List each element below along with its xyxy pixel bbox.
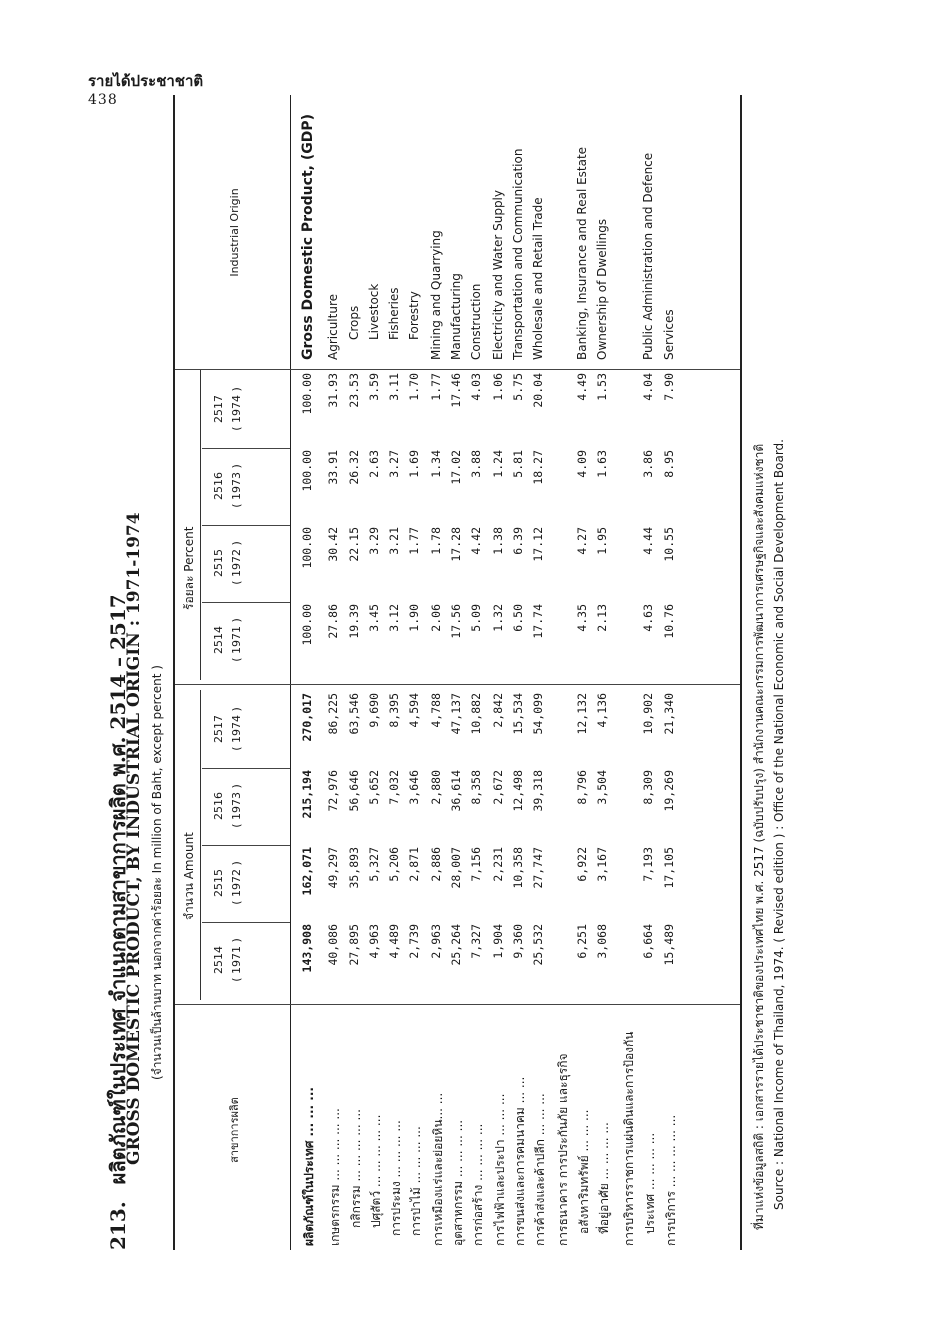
amount-cell: 1,904 [491, 924, 505, 959]
amount-cell: 4,963 [367, 924, 381, 959]
percent-cell: 6.39 [511, 527, 525, 555]
percent-cell: 2.13 [595, 604, 609, 632]
amount-cell: 3,167 [595, 847, 609, 882]
amount-cell: 10,902 [641, 693, 655, 735]
percent-cell: 1.90 [407, 604, 421, 632]
year-be: 2516 [212, 472, 225, 500]
amount-cell: 3,504 [595, 770, 609, 805]
percent-cell: 1.70 [407, 373, 421, 401]
year-be: 2515 [212, 869, 225, 897]
amount-cell: 12,498 [511, 770, 525, 812]
year-be: 2514 [212, 946, 225, 974]
row-label-thai: การประมง ... ... ... ... [389, 1120, 403, 1236]
amount-cell: 35,893 [347, 847, 361, 889]
row-label-english: Gross Domestic Product, (GDP) [300, 114, 316, 360]
year-be: 2517 [212, 395, 225, 423]
row-label-english: Banking, Insurance and Real Estate [575, 146, 589, 360]
percent-group-label: ร้อยละ Percent [182, 526, 196, 610]
row-label-english: Manufacturing [449, 273, 463, 360]
year-ad: ( 1974 ) [230, 387, 243, 431]
year-header-percent-4 [210, 369, 246, 449]
percent-cell: 1.53 [595, 373, 609, 401]
row-label-english: Livestock [367, 283, 381, 340]
row-label-english: Mining and Quarrying [429, 230, 443, 360]
row-label-thai: การธนาคาร การประกันภัย และธุรกิจ [556, 1053, 570, 1246]
year-be: 2517 [212, 715, 225, 743]
percent-cell: 33.91 [326, 450, 340, 485]
amount-cell: 3,068 [595, 924, 609, 959]
percent-group-rule [200, 370, 201, 680]
percent-cell: 17.02 [449, 450, 463, 485]
amount-cell: 8,796 [575, 770, 589, 805]
amount-cell: 8,309 [641, 770, 655, 805]
column-rule [175, 369, 740, 370]
percent-cell: 17.74 [531, 604, 545, 639]
amount-cell: 2,672 [491, 770, 505, 805]
percent-cell: 26.32 [347, 450, 361, 485]
percent-cell: 3.12 [387, 604, 401, 632]
year-header-amount-4 [210, 689, 246, 769]
column-rule [175, 1004, 740, 1005]
amount-cell: 17,105 [662, 847, 676, 889]
amount-cell: 6,251 [575, 924, 589, 959]
percent-cell: 100.00 [300, 527, 314, 569]
percent-cell: 1.78 [429, 527, 443, 555]
amount-cell: 162,071 [300, 847, 314, 896]
percent-cell: 1.32 [491, 604, 505, 632]
amount-cell: 7,032 [387, 770, 401, 805]
row-label-english: Services [662, 309, 676, 360]
amount-cell: 15,489 [662, 924, 676, 966]
percent-cell: 1.34 [429, 450, 443, 478]
percent-cell: 5.09 [469, 604, 483, 632]
percent-cell: 1.06 [491, 373, 505, 401]
row-label-thai: อุตสาหกรรม ... ... ... ... [451, 1119, 465, 1246]
percent-cell: 3.11 [387, 373, 401, 401]
column-rule [202, 525, 290, 526]
amount-cell: 21,340 [662, 693, 676, 735]
percent-cell: 10.76 [662, 604, 676, 639]
row-label-english: Construction [469, 283, 483, 360]
amount-cell: 54,099 [531, 693, 545, 735]
row-label-english: Public Administration and Defence [641, 152, 655, 360]
amount-cell: 9,690 [367, 693, 381, 728]
percent-cell: 3.29 [367, 527, 381, 555]
amount-cell: 40,086 [326, 924, 340, 966]
amount-cell: 39,318 [531, 770, 545, 812]
percent-cell: 4.63 [641, 604, 655, 632]
percent-cell: 3.21 [387, 527, 401, 555]
table-titles [100, 90, 175, 1250]
amount-cell: 2,963 [429, 924, 443, 959]
year-ad: ( 1972 ) [230, 541, 243, 585]
percent-cell: 17.12 [531, 527, 545, 562]
amount-cell: 3,646 [407, 770, 421, 805]
row-label-english: Transportation and Communication [511, 148, 525, 360]
amount-group-label: จำนวน Amount [182, 832, 196, 920]
row-label-english: Wholesale and Retail Trade [531, 197, 545, 360]
amount-cell: 72,976 [326, 770, 340, 812]
percent-cell: 17.56 [449, 604, 463, 639]
percent-cell: 4.04 [641, 373, 655, 401]
row-label-english: Ownership of Dwellings [595, 218, 609, 360]
table-number: 213. [106, 1201, 130, 1250]
amount-cell: 25,264 [449, 924, 463, 966]
percent-cell: 1.77 [407, 527, 421, 555]
amount-cell: 2,886 [429, 847, 443, 882]
column-rule [202, 845, 290, 846]
amount-cell: 2,231 [491, 847, 505, 882]
row-label-english: Agriculture [326, 294, 340, 360]
amount-group-rule [200, 690, 201, 1000]
year-header-percent-2 [210, 523, 246, 603]
amount-cell: 12,132 [575, 693, 589, 735]
amount-cell: 7,156 [469, 847, 483, 882]
column-header-english: Industrial Origin [227, 188, 241, 277]
row-label-thai: ประเทศ ... ... ... ... [643, 1132, 657, 1234]
percent-cell: 30.42 [326, 527, 340, 562]
amount-cell: 7,327 [469, 924, 483, 959]
year-ad: ( 1973 ) [230, 464, 243, 508]
percent-cell: 100.00 [300, 450, 314, 492]
percent-cell: 4.35 [575, 604, 589, 632]
percent-cell: 23.53 [347, 373, 361, 408]
percent-cell: 1.77 [429, 373, 443, 401]
year-be: 2516 [212, 792, 225, 820]
amount-cell: 8,395 [387, 693, 401, 728]
percent-cell: 2.63 [367, 450, 381, 478]
column-rule [202, 448, 290, 449]
percent-cell: 7.90 [662, 373, 676, 401]
year-be: 2514 [212, 626, 225, 654]
amount-cell: 270,017 [300, 693, 314, 742]
amount-cell: 63,546 [347, 693, 361, 735]
row-label-thai: อสังหาริมทรัพย์ ... ... ... [577, 1109, 591, 1234]
amount-cell: 47,137 [449, 693, 463, 735]
amount-cell: 2,871 [407, 847, 421, 882]
amount-cell: 2,739 [407, 924, 421, 959]
amount-cell: 2,842 [491, 693, 505, 728]
amount-cell: 5,652 [367, 770, 381, 805]
percent-cell: 3.45 [367, 604, 381, 632]
row-label-thai: การป่าไม้ ... ... ... ... [409, 1126, 423, 1236]
amount-cell: 10,882 [469, 693, 483, 735]
percent-cell: 6.50 [511, 604, 525, 632]
amount-cell: 4,136 [595, 693, 609, 728]
amount-cell: 10,358 [511, 847, 525, 889]
percent-cell: 4.27 [575, 527, 589, 555]
percent-cell: 17.28 [449, 527, 463, 562]
amount-cell: 6,922 [575, 847, 589, 882]
amount-cell: 36,614 [449, 770, 463, 812]
row-label-english: Fisheries [387, 287, 401, 340]
amount-cell: 56,646 [347, 770, 361, 812]
amount-cell: 86,225 [326, 693, 340, 735]
percent-cell: 22.15 [347, 527, 361, 562]
row-label-thai: ปศุสัตว์ ... ... ... ... ... [369, 1114, 383, 1228]
table-title-english: GROSS DOMESTIC PRODUCT, BY INDUSTRIAL ORIGIN : 1971-1974 [124, 512, 144, 1165]
year-header-amount-1 [210, 920, 246, 1000]
table-title-thai-text: ผลิตภัณฑ์ในประเทศ จำแนกตามสาขาการผลิต พ.ศ. 2514 – 2517 [106, 594, 130, 1185]
percent-cell: 2.06 [429, 604, 443, 632]
percent-cell: 27.86 [326, 604, 340, 639]
column-header-thai: สาขาการผลิต [228, 1097, 241, 1163]
row-label-thai: ผลิตภัณฑ์ในประเทศ ... ... ... [302, 1087, 316, 1246]
table-header-rule [290, 95, 291, 1250]
percent-cell: 18.27 [531, 450, 545, 485]
running-header-title: รายได้ประชาชาติ [88, 72, 204, 90]
percent-cell: 31.93 [326, 373, 340, 408]
percent-cell: 3.86 [641, 450, 655, 478]
source-note-thai: ที่มาแห่งข้อมูลสถิติ : เอกสารรายได้ประชาชาติของประเทศไทย พ.ศ. 2517 (ฉบับปรับปรุง) สำนักงานคณะกรรมการพัฒนาการเศรษฐกิจและสังคมแห่งชาติ [752, 443, 766, 1230]
percent-cell: 4.49 [575, 373, 589, 401]
year-be: 2515 [212, 549, 225, 577]
row-label-thai: เกษตรกรรม ... ... ... ... ... [328, 1108, 342, 1246]
amount-cell: 5,327 [367, 847, 381, 882]
amount-cell: 19,269 [662, 770, 676, 812]
amount-cell: 25,532 [531, 924, 545, 966]
row-label-thai: การก่อสร้าง ... ... ... ... [471, 1123, 485, 1246]
percent-cell: 1.95 [595, 527, 609, 555]
table-top-rule [173, 95, 175, 1250]
amount-cell: 5,206 [387, 847, 401, 882]
table-bottom-rule [740, 95, 742, 1250]
percent-cell: 1.69 [407, 450, 421, 478]
percent-cell: 3.88 [469, 450, 483, 478]
row-label-english: Crops [347, 305, 361, 340]
percent-cell: 1.24 [491, 450, 505, 478]
row-label-thai: การไฟฟ้าและประปา ... ... ... [493, 1093, 507, 1246]
year-header-amount-2 [210, 843, 246, 923]
amount-cell: 4,489 [387, 924, 401, 959]
amount-cell: 6,664 [641, 924, 655, 959]
year-header-percent-1 [210, 600, 246, 680]
amount-cell: 28,007 [449, 847, 463, 889]
row-label-thai: การบริหารราชการแผ่นดินและการป้องกัน [622, 1031, 636, 1246]
amount-cell: 4,788 [429, 693, 443, 728]
amount-cell: 15,534 [511, 693, 525, 735]
percent-cell: 4.03 [469, 373, 483, 401]
percent-cell: 17.46 [449, 373, 463, 408]
amount-cell: 9,360 [511, 924, 525, 959]
amount-cell: 215,194 [300, 770, 314, 819]
percent-cell: 3.59 [367, 373, 381, 401]
column-rule [202, 922, 290, 923]
percent-cell: 5.81 [511, 450, 525, 478]
amount-cell: 4,594 [407, 693, 421, 728]
source-note-english: Source : National Income of Thailand, 1974. ( Revised edition ) : Office of the National Economic and Social Development Board. [772, 439, 786, 1210]
page-number: 438 [88, 92, 118, 108]
row-label-thai: การเหมืองแร่และย่อยหิน... ... [431, 1092, 445, 1246]
rotated-table-page [100, 90, 830, 1250]
percent-cell: 100.00 [300, 604, 314, 646]
percent-cell: 20.04 [531, 373, 545, 408]
year-ad: ( 1972 ) [230, 861, 243, 905]
row-label-english: Forestry [407, 291, 421, 340]
unit-note: (จำนวนเป็นล้านบาท นอกจากค่าร้อยละ In million of Baht, except percent ) [150, 665, 164, 1080]
percent-cell: 8.95 [662, 450, 676, 478]
row-label-thai: การขนส่งและการคมนาคม ... ... [513, 1076, 527, 1246]
amount-cell: 27,895 [347, 924, 361, 966]
column-rule [202, 602, 290, 603]
percent-cell: 3.27 [387, 450, 401, 478]
amount-cell: 8,358 [469, 770, 483, 805]
percent-cell: 4.09 [575, 450, 589, 478]
year-ad: ( 1971 ) [230, 618, 243, 662]
row-label-thai: การค้าส่งและค้าปลีก ... ... ... [533, 1093, 547, 1246]
column-rule [202, 768, 290, 769]
year-ad: ( 1971 ) [230, 938, 243, 982]
year-header-amount-3 [210, 766, 246, 846]
row-label-thai: ที่อยู่อาศัย ... ... ... ... [597, 1122, 611, 1234]
percent-cell: 100.00 [300, 373, 314, 415]
amount-cell: 2,880 [429, 770, 443, 805]
amount-cell: 7,193 [641, 847, 655, 882]
percent-cell: 1.38 [491, 527, 505, 555]
year-ad: ( 1973 ) [230, 784, 243, 828]
percent-cell: 4.42 [469, 527, 483, 555]
percent-cell: 1.63 [595, 450, 609, 478]
amount-cell: 27,747 [531, 847, 545, 889]
row-label-thai: การบริการ ... ... ... ... ... [664, 1114, 678, 1246]
row-label-thai: กสิกรรม ... ... ... ... ... [349, 1109, 363, 1228]
percent-cell: 5.75 [511, 373, 525, 401]
amount-cell: 49,297 [326, 847, 340, 889]
percent-cell: 4.44 [641, 527, 655, 555]
year-ad: ( 1974 ) [230, 707, 243, 751]
column-rule [175, 684, 740, 685]
percent-cell: 10.55 [662, 527, 676, 562]
year-header-percent-3 [210, 446, 246, 526]
row-label-english: Electricity and Water Supply [491, 190, 505, 360]
amount-cell: 143,908 [300, 924, 314, 973]
percent-cell: 19.39 [347, 604, 361, 639]
